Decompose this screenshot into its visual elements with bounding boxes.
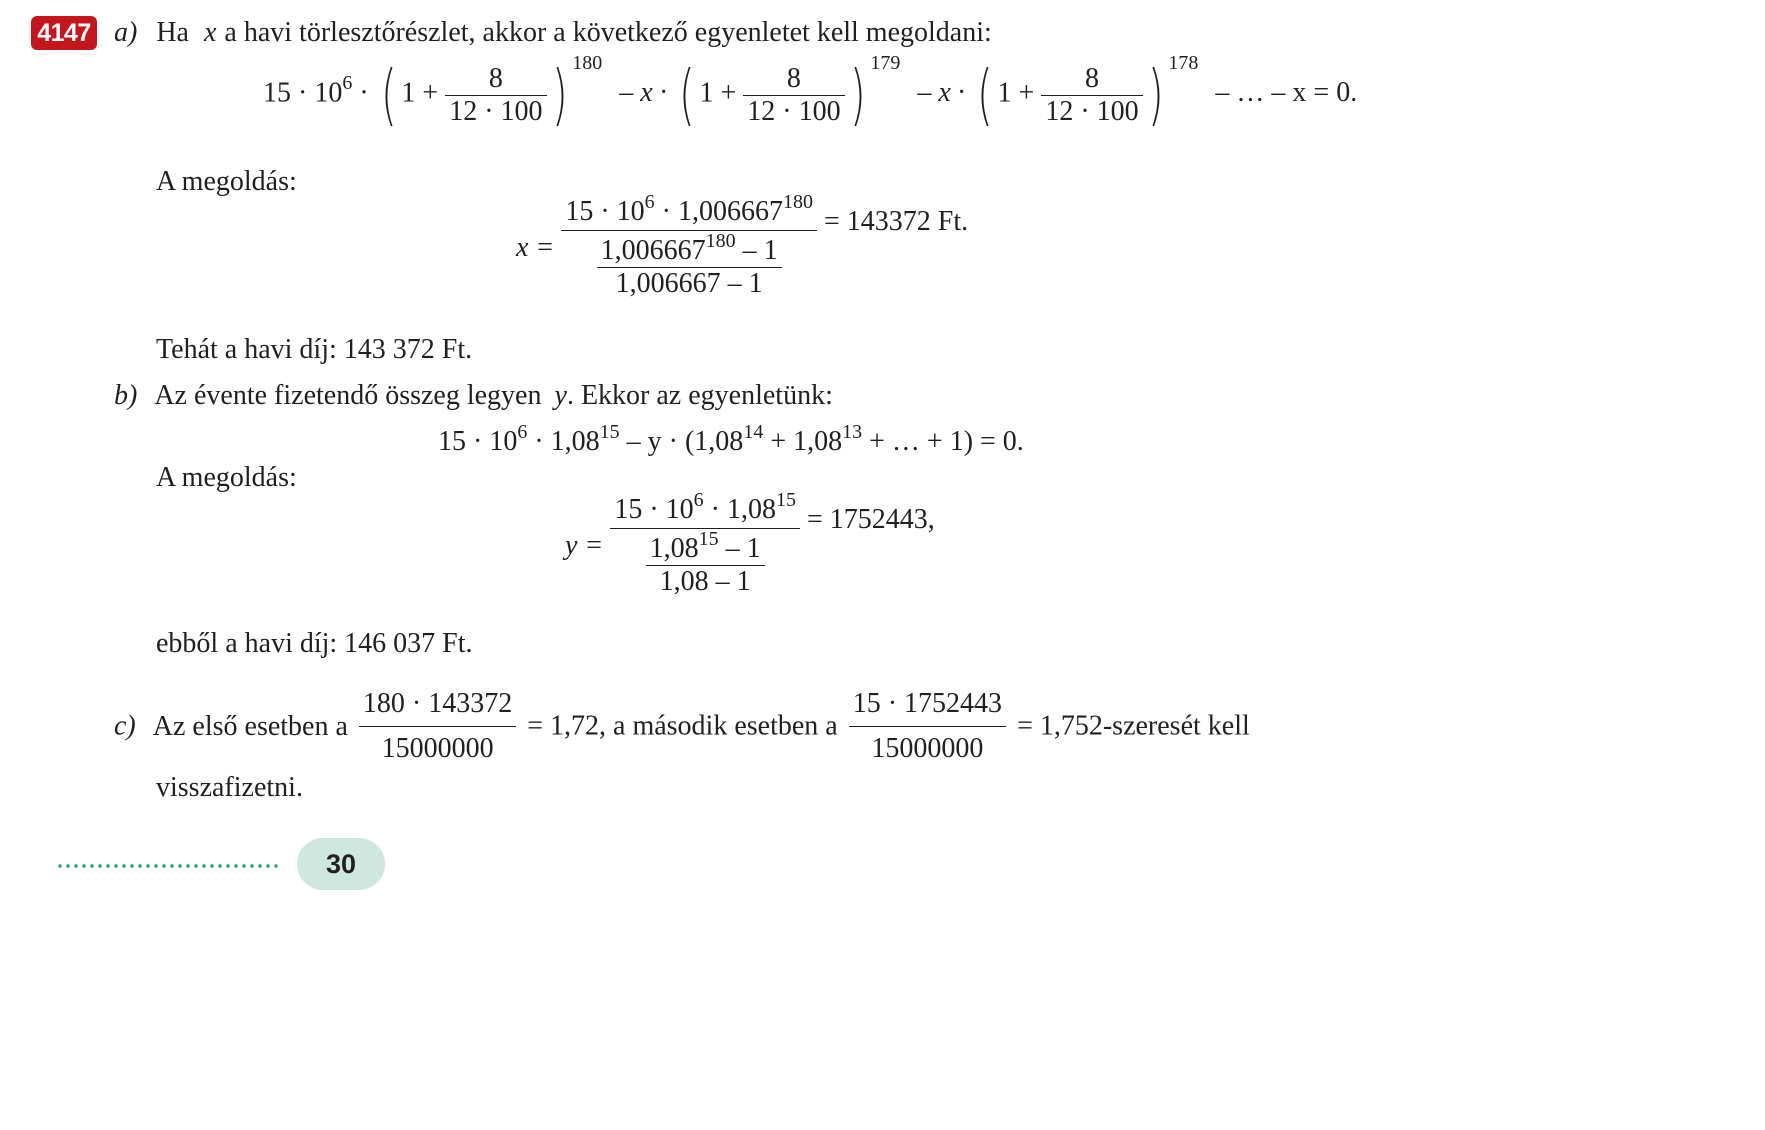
denominator: 12 · 100 — [1041, 95, 1142, 128]
fraction — [445, 63, 546, 128]
eq-exponent: 180 — [782, 191, 813, 213]
denominator — [610, 528, 800, 598]
eq-lhs: y = — [565, 530, 604, 561]
part-a-intro — [114, 17, 992, 49]
eq-term: + 1,08 — [763, 426, 843, 457]
eq-exponent: 6 — [517, 421, 528, 443]
part-b-solution-label: A megoldás: — [156, 462, 297, 493]
part-b-equation-1 — [438, 421, 1024, 458]
fraction — [359, 688, 516, 765]
nested-fraction — [610, 489, 800, 598]
part-c-line — [114, 688, 1250, 765]
fraction — [743, 63, 844, 128]
part-c-label: c) — [114, 710, 136, 742]
part-c-continuation: visszafizetni. — [156, 772, 303, 803]
eq-exponent: 15 — [599, 421, 620, 443]
part-c-text: Az első esetben a — [152, 710, 348, 742]
eq-lhs: x = — [516, 232, 555, 263]
eq-exponent: 13 — [842, 421, 863, 443]
eq-result: = 143372 Ft. — [823, 206, 969, 237]
footer-dotted-line — [56, 864, 282, 868]
paren-close: ) — [1147, 56, 1164, 133]
denominator: 12 · 100 — [445, 95, 546, 128]
eq-exponent: 180 — [572, 52, 603, 75]
num-part: 15 · 10 — [614, 494, 694, 525]
intro-text-rest: . Ekkor az egyenletünk: — [566, 380, 833, 411]
intro-text: Az évente fizetendő összeg legyen — [154, 380, 542, 411]
inner-fraction — [597, 230, 782, 300]
eq-term: 1 + — [401, 77, 439, 109]
eq-term: 1 + — [997, 77, 1035, 109]
numerator — [561, 191, 817, 230]
denominator: 15000000 — [849, 726, 1006, 765]
num-part: – 1 — [735, 235, 778, 266]
paren-open: ( — [976, 56, 993, 133]
denominator — [561, 230, 817, 300]
eq-exponent: 15 — [775, 489, 796, 511]
part-b-equation-2 — [565, 489, 935, 598]
paren-open: ( — [678, 56, 695, 133]
paren-close: ) — [551, 56, 568, 133]
fraction — [1041, 63, 1142, 128]
variable-y: y — [554, 380, 567, 411]
part-a-solution-label: A megoldás: — [156, 166, 297, 197]
inner-fraction — [646, 528, 765, 598]
part-b-intro — [114, 380, 833, 412]
eq-term: · 1,08 — [527, 426, 600, 457]
part-b-label: b) — [114, 380, 138, 411]
inner-numerator — [646, 528, 765, 565]
num-part: 1,006667 — [600, 235, 706, 266]
problem-number-badge: 4147 — [31, 16, 97, 50]
nested-fraction — [561, 191, 817, 300]
eq-term: – x · — [619, 77, 667, 109]
eq-term: + … + 1) = 0. — [862, 426, 1024, 457]
eq-result: = 1752443, — [806, 504, 935, 535]
eq-exponent: 179 — [870, 52, 901, 75]
num-part: 1,08 — [649, 533, 699, 564]
numerator — [610, 489, 800, 528]
numerator: 8 — [488, 62, 503, 94]
num-part: 15 · 10 — [565, 196, 645, 227]
eq-term: · — [359, 77, 369, 109]
paren-close: ) — [849, 56, 866, 133]
eq-exponent: 6 — [644, 191, 655, 213]
part-c-text: = 1,72, a második esetben a — [527, 710, 838, 742]
eq-term: 1 + — [699, 77, 737, 109]
num-part: · 1,006667 — [654, 196, 783, 227]
numerator: 180 · 143372 — [362, 688, 513, 719]
denominator: 12 · 100 — [743, 95, 844, 128]
part-b-conclusion: ebből a havi díj: 146 037 Ft. — [156, 628, 473, 659]
eq-term: – x · — [917, 77, 965, 109]
page-number: 30 — [297, 838, 385, 890]
inner-denominator: 1,006667 – 1 — [597, 267, 782, 300]
part-a-conclusion: Tehát a havi díj: 143 372 Ft. — [156, 334, 473, 365]
eq-term: 15 · 10 — [263, 77, 343, 109]
eq-tail: – … – x = 0. — [1215, 77, 1358, 109]
eq-term: 15 · 10 — [438, 426, 518, 457]
eq-exponent: 180 — [705, 230, 736, 252]
part-c-text: = 1,752-szeresét kell — [1017, 710, 1250, 742]
numerator: 15 · 1752443 — [852, 688, 1003, 719]
eq-exponent: 15 — [698, 528, 719, 550]
inner-denominator: 1,08 – 1 — [646, 565, 765, 598]
intro-text: Ha — [156, 17, 189, 48]
eq-exponent: 6 — [693, 489, 704, 511]
num-part: – 1 — [718, 533, 761, 564]
eq-exponent: 178 — [1168, 52, 1199, 75]
part-a-label: a) — [114, 17, 138, 48]
numerator: 8 — [786, 62, 801, 94]
part-a-equation-2 — [516, 191, 969, 300]
variable-x: x — [203, 17, 217, 48]
denominator: 15000000 — [359, 726, 516, 765]
paren-open: ( — [380, 56, 397, 133]
num-part: · 1,08 — [703, 494, 776, 525]
eq-term: – y · (1,08 — [619, 426, 744, 457]
eq-exponent: 6 — [342, 72, 353, 95]
eq-exponent: 14 — [743, 421, 764, 443]
part-a-equation-1 — [263, 52, 1358, 152]
numerator: 8 — [1084, 62, 1099, 94]
fraction — [849, 688, 1006, 765]
inner-numerator — [597, 230, 782, 267]
intro-text-rest: a havi törlesztőrészlet, akkor a következő egyenletet kell megoldani: — [224, 17, 992, 48]
